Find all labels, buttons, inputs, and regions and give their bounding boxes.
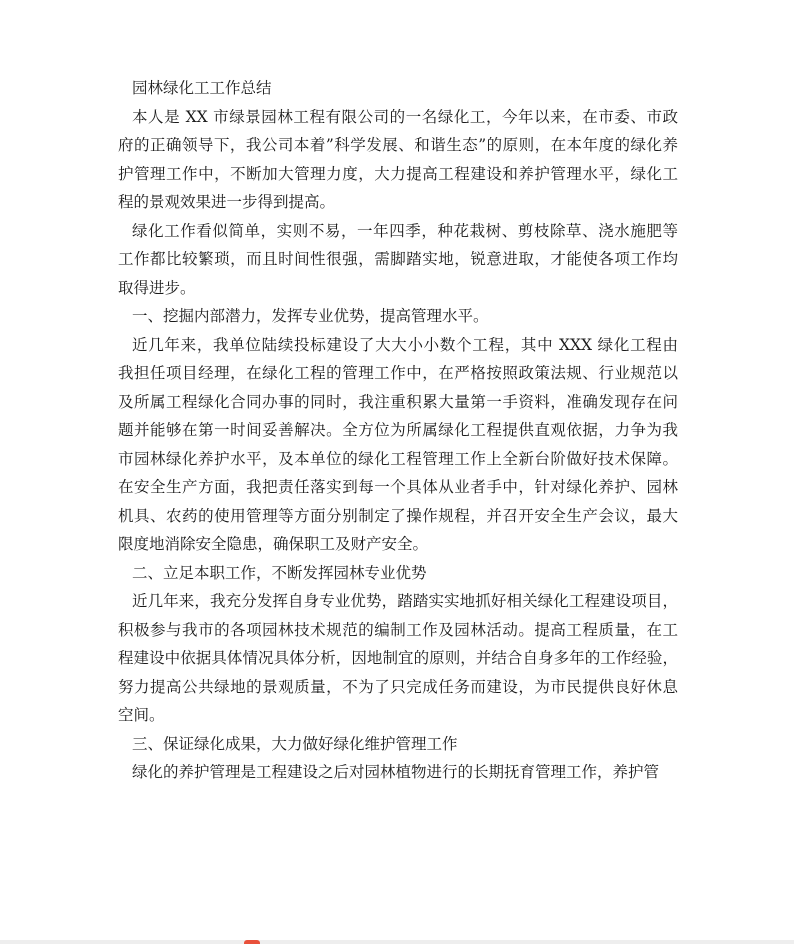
paragraph-line: 及所属工程绿化合同办事的同时，我注重积累大量第一手资料，准确发现存在问 <box>118 392 678 411</box>
paragraph-3 <box>118 331 678 559</box>
document-title: 园林绿化工工作总结 <box>132 79 272 97</box>
paragraph-line: 取得进步。 <box>118 278 196 297</box>
paragraph-line: 近几年来，我单位陆续投标建设了大大小小数个工程，其中 XXX 绿化工程由 <box>132 335 678 354</box>
paragraph-5 <box>118 758 678 787</box>
paragraph-line: 绿化工作看似简单，实则不易，一年四季，种花栽树、剪枝除草、浇水施肥等 <box>132 221 678 240</box>
paragraph-4 <box>118 587 678 730</box>
paragraph-line: 府的正确领导下，我公司本着”科学发展、和谐生态”的原则，在本年度的绿化养 <box>118 136 678 154</box>
paragraph-line: 积极参与我市的各项园林技术规范的编制工作及园林活动。提高工程质量，在工 <box>118 620 678 639</box>
paragraph-line: 程建设中依据具体情况具体分析，因地制宜的原则，并结合自身多年的工作经验， <box>118 649 678 667</box>
paragraph-line: 近几年来，我充分发挥自身专业优势，踏踏实实地抓好相关绿化工程建设项目， <box>132 592 678 610</box>
paragraph-1 <box>118 103 678 217</box>
paragraph-line: 我担任项目经理，在绿化工程的管理工作中，在严格按照政策法规、行业规范以 <box>118 364 678 382</box>
paragraph-line: 绿化的养护管理是工程建设之后对园林植物进行的长期抚育管理工作，养护管 <box>132 763 660 781</box>
paragraph-line: 在安全生产方面，我把责任落实到每一个具体从业者手中，针对绿化养护、园林 <box>118 478 678 496</box>
paragraph-line: 机具、农药的使用管理等方面分别制定了操作规程，并召开安全生产会议，最大 <box>118 506 678 525</box>
paragraph-line: 本人是 XX 市绿景园林工程有限公司的一名绿化工，今年以来，在市委、市政 <box>132 107 678 126</box>
section-heading-2: 二、立足本职工作，不断发挥园林专业优势 <box>132 563 427 582</box>
section-heading-3: 三、保证绿化成果，大力做好绿化维护管理工作 <box>132 734 458 753</box>
paragraph-line: 程的景观效果进一步得到提高。 <box>118 193 336 211</box>
paragraph-line: 题并能够在第一时间妥善解决。全方位为所属绿化工程提供直观依据，力争为我 <box>118 421 678 439</box>
paragraph-line: 努力提高公共绿地的景观质量，不为了只完成任务而建设，为市民提供良好休息 <box>118 677 678 696</box>
page-bottom-edge <box>0 940 794 944</box>
paragraph-line: 限度地消除安全隐患，确保职工及财产安全。 <box>118 535 429 553</box>
page-marker <box>244 940 260 944</box>
paragraph-line: 工作都比较繁琐，而且时间性很强，需脚踏实地，锐意进取，才能使各项工作均 <box>118 250 678 268</box>
paragraph-line: 市园林绿化养护水平，及本单位的绿化工程管理工作上全新台阶做好技术保障。 <box>118 449 678 468</box>
section-heading-1: 一、挖掘内部潜力，发挥专业优势，提高管理水平。 <box>132 307 489 325</box>
paragraph-2 <box>118 217 678 303</box>
document-body <box>118 74 678 787</box>
paragraph-line: 护管理工作中，不断加大管理力度，大力提高工程建设和养护管理水平，绿化工 <box>118 164 678 183</box>
paragraph-line: 空间。 <box>118 706 165 724</box>
